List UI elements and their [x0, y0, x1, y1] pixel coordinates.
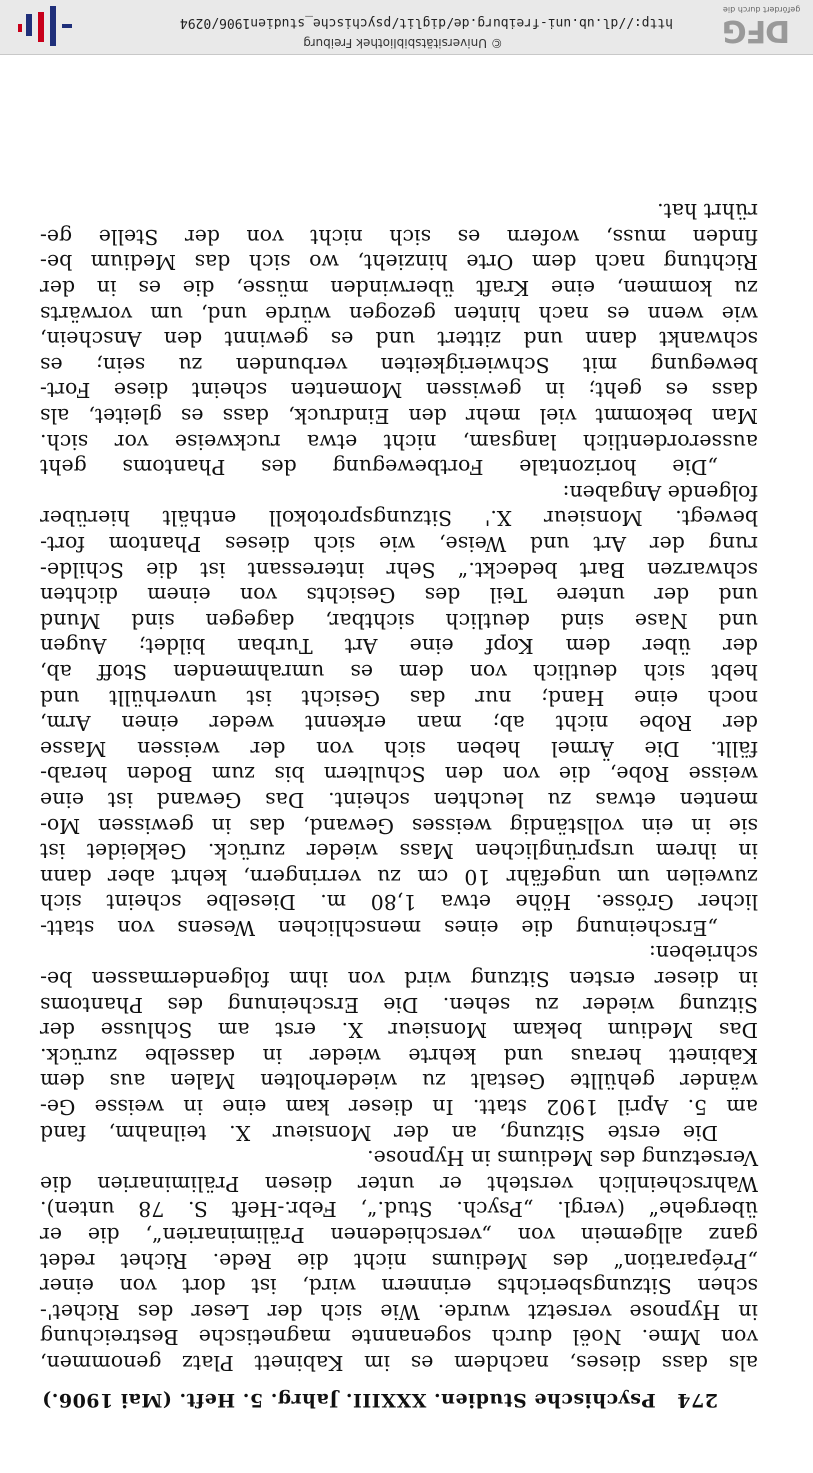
text-line: schwarzen Bart bedeckt.“ Sehr interessant ist die Schilde-	[40, 557, 758, 582]
text-line: hebt sich deutlich von dem es umrahmenden Stoff ab,	[40, 659, 758, 684]
text-line: am 5. April 1902 statt. In dieser kam eine in weisse Ge-	[40, 1095, 758, 1120]
text-line: folgende Angaben:	[562, 480, 758, 505]
text-line: ganz allgemein von „verschiedenen Präliminarien“, die er	[40, 1223, 758, 1248]
text-line: schwankt dann und zittert und es gewinnt den Anschein,	[40, 327, 758, 352]
text-line: wie wenn es nach hinten gezogen würde und, um vorwärts	[40, 301, 758, 326]
text-line: der Robe nicht ab; man erkennt weder einen Arm,	[40, 711, 758, 736]
ub-freiburg-logo-icon	[14, 6, 72, 46]
text-line: bewegung mit Schwierigkeiten verbunden zu sein; es	[40, 352, 758, 377]
text-line: zu kommen, eine Kraft überwinden müsse, die es in der	[40, 276, 758, 301]
dfg-logo: DFG	[723, 13, 791, 48]
text-line: dass es geht; in gewissen Momenten scheint diese Fort-	[40, 378, 758, 403]
text-line: schrieben:	[648, 941, 758, 966]
text-line: „Préparation“ des Mediums nicht die Rede. Richet redet	[40, 1248, 758, 1273]
text-line: weisse Robe, die von den Schultern bis zum Boden herab-	[40, 762, 758, 787]
text-line: Man bekommt viel mehr den Eindruck, dass es gleitet, als	[40, 404, 758, 429]
text-line: sie in ein vollständig weisses Gewand, das in gewissen Mo-	[40, 813, 758, 838]
text-line: wänder gehüllte Gestalt zu wiederholten Malen aus dem	[40, 1069, 758, 1094]
text-line: und der untere Teil des Gesichts von einem dichten	[40, 583, 758, 608]
text-line: menten etwas zu leuchten scheint. Das Gewand ist eine	[40, 787, 758, 812]
text-line: in ihrem ursprünglichen Mass wieder zurück. Gekleidet ist	[40, 839, 758, 864]
library-banner	[0, 0, 813, 55]
text-line: Versetzung des Mediums in Hypnose.	[367, 1146, 758, 1171]
text-line: übergehe“ (vergl. „Psych. Stud.“, Febr.-Heft S. 78 unten).	[40, 1197, 758, 1222]
text-line: ausserordentlich langsam, nicht etwa ruckweise vor sich.	[40, 429, 758, 454]
text-line: rührt hat.	[657, 199, 758, 224]
text-line: schen Sitzungsberichts erinnern wird, ist dort von einer	[40, 1274, 758, 1299]
text-line: von Mme. Noël durch sogenannte magnetische Bestreichung	[40, 1325, 758, 1350]
page-number: 274	[676, 1389, 718, 1411]
text-line: noch eine Hand; nur das Gesicht ist unverhüllt und	[40, 685, 758, 710]
text-line: zuweilen um ungefähr 10 cm zu verringern, kehrt aber dann	[40, 864, 758, 889]
text-line: in Hypnose versetzt wurde. Wie sich der Leser des Richet'-	[40, 1299, 758, 1324]
text-line: licher Grösse. Höhe etwa 1,80 m. Dieselbe scheint sich	[40, 890, 758, 915]
text-line: der über dem Kopf eine Art Turban bildet; Augen	[40, 634, 758, 659]
text-line: bewegt. Monsieur X.' Sitzungsprotokoll enthält hierüber	[40, 506, 758, 531]
running-header	[41, 1389, 718, 1411]
text-line: als dass dieses, nachdem es im Kabinett Platz genommen,	[40, 1351, 758, 1375]
text-line: finden muss, wofern es sich nicht von der Stelle ge-	[40, 224, 758, 249]
text-line: Sitzung wieder zu sehen. Die Erscheinung des Phantoms	[40, 992, 758, 1017]
text-line: „Die horizontale Fortbewegung des Phantoms geht	[40, 455, 718, 480]
body-text	[40, 198, 758, 1375]
text-line: rung der Art und Weise, wie sich dieses Phantom fort-	[40, 532, 758, 556]
text-line: fällt. Die Ärmel heben sich von der weissen Masse	[40, 736, 758, 761]
text-line: Das Medium bekam Monsieur X. erst am Schlusse der	[40, 1018, 758, 1043]
text-line: Die erste Sitzung, an der Monsieur X. teilnahm, fand	[40, 1120, 718, 1145]
text-line: „Erscheinung die eines menschlichen Wesens von statt-	[40, 915, 718, 940]
copyright-notice: © Universitätsbibliothek Freiburg	[303, 36, 503, 50]
running-title: Psychische Studien. XXXIII. Jahrg. 5. Heft. (Mai 1906.)	[41, 1389, 656, 1411]
text-line: Richtung nach dem Orte hinzieht, wo sich das Medium be-	[40, 250, 758, 275]
text-line: Kabinett heraus und kehrte wieder in dasselbe zurück.	[40, 1043, 758, 1068]
text-line: Wahrscheinlich versteht er unter diesen Präliminarien die	[40, 1171, 758, 1196]
text-line: und Nase sind deutlich sichtbar, dagegen sind Mund	[40, 608, 758, 633]
dfg-logo-subtext: gefördert durch die	[723, 5, 801, 14]
permalink-url[interactable]: http://dl.ub.uni-freiburg.de/diglit/psychische_studien1906/0294	[179, 15, 673, 30]
text-line: in dieser ersten Sitzung wird von ihm folgendermassen be-	[40, 967, 758, 992]
